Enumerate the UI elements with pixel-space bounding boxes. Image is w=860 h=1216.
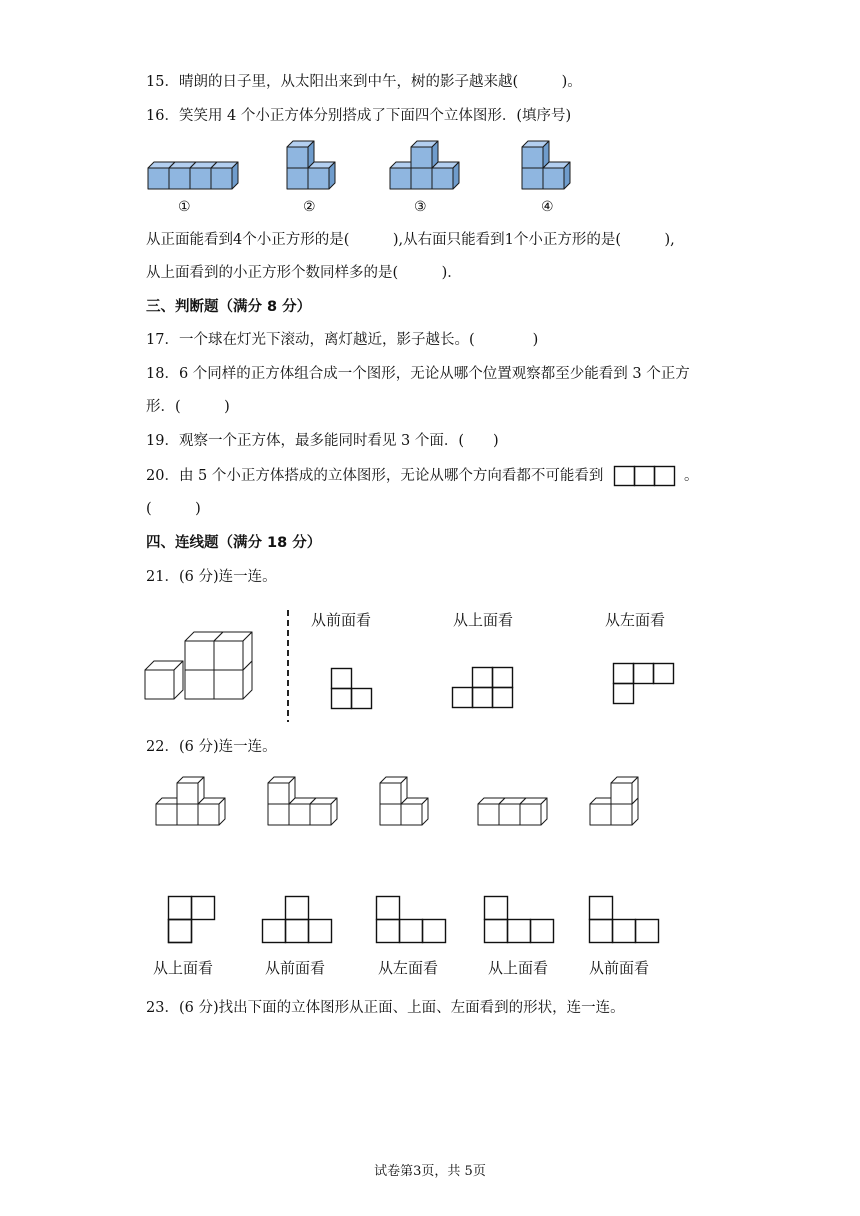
view-square xyxy=(169,920,192,943)
cube xyxy=(308,162,335,189)
q22-view-label-4: 从上面看 xyxy=(488,959,549,977)
view-square xyxy=(473,688,493,708)
view-square xyxy=(263,920,286,943)
view-square xyxy=(423,920,446,943)
question-15: 15．晴朗的日子里，从太阳出来到中午，树的影子越来越( )。 xyxy=(146,74,582,90)
q22-view-label-5: 从前面看 xyxy=(589,959,650,977)
view-square xyxy=(169,920,192,943)
q21-solid-figure xyxy=(140,612,260,707)
q21-view-label-front: 从前面看 xyxy=(311,611,372,629)
question-20-line-2: ( ) xyxy=(146,501,201,517)
q22-solid-figure-4 xyxy=(472,786,562,830)
q22-view-shape-1 xyxy=(168,896,218,946)
view-square xyxy=(590,920,613,943)
q21-view-label-top: 从上面看 xyxy=(453,611,514,629)
q22-view-label-1: 从上面看 xyxy=(153,959,214,977)
view-square xyxy=(169,897,192,920)
view-square xyxy=(352,689,372,709)
q22-solid-figure-1 xyxy=(150,770,240,830)
q21-view-shape-2 xyxy=(452,667,516,711)
q22-view-label-2: 从前面看 xyxy=(265,959,326,977)
cube xyxy=(411,141,438,168)
view-square xyxy=(473,668,493,688)
view-square xyxy=(613,920,636,943)
view-square xyxy=(590,897,613,920)
three-squares-row xyxy=(614,466,676,486)
cube xyxy=(432,162,459,189)
view-square xyxy=(332,669,352,689)
q22-view-shape-4 xyxy=(484,896,558,946)
view-square xyxy=(493,668,513,688)
question-18-line-2: 形．( ) xyxy=(146,399,230,415)
cube xyxy=(177,777,204,804)
view-square xyxy=(377,897,400,920)
question-20-period: 。 xyxy=(684,468,699,484)
view-square xyxy=(614,664,634,684)
cube xyxy=(145,661,183,699)
q21-view-label-left: 从左面看 xyxy=(605,611,666,629)
view-square xyxy=(614,684,634,704)
cube xyxy=(401,798,428,825)
cube xyxy=(543,162,570,189)
view-square xyxy=(636,920,659,943)
q21-view-shape-3 xyxy=(613,663,677,707)
view-square xyxy=(654,664,674,684)
figure-label-4: ④ xyxy=(541,199,554,215)
view-square xyxy=(493,688,513,708)
view-square xyxy=(192,897,215,920)
figure-label-3: ③ xyxy=(414,199,427,215)
view-square xyxy=(377,920,400,943)
q22-solid-figure-2 xyxy=(262,770,352,830)
cube xyxy=(380,777,407,804)
question-21: 21．(6 分)连一连。 xyxy=(146,569,277,585)
question-19: 19．观察一个正方体，最多能同时看见 3 个面．( ) xyxy=(146,433,499,449)
dashed-divider xyxy=(286,610,290,722)
cube xyxy=(522,141,549,168)
cube xyxy=(211,162,238,189)
question-16-line-1: 从正面能看到4个小正方形的是( ),从右面只能看到1个小正方形的是( ), xyxy=(146,232,675,248)
view-square xyxy=(309,920,332,943)
figure-label-1: ① xyxy=(178,199,191,215)
figure-label-2: ② xyxy=(303,199,316,215)
cube xyxy=(287,141,314,168)
question-20-line-1: 20．由 5 个小正方体搭成的立体图形，无论从哪个方向看都不可能看到 xyxy=(146,468,604,484)
view-square xyxy=(531,920,554,943)
view-square xyxy=(286,897,309,920)
view-square xyxy=(286,920,309,943)
cube xyxy=(611,777,638,804)
view-square xyxy=(485,920,508,943)
cube xyxy=(310,798,337,825)
view-square xyxy=(400,920,423,943)
q22-solid-figure-3 xyxy=(374,764,444,830)
q22-view-shape-5 xyxy=(589,896,663,946)
q21-view-shape-1 xyxy=(331,668,375,712)
cube xyxy=(520,798,547,825)
view-square xyxy=(332,689,352,709)
q22-solid-figure-5 xyxy=(584,764,654,830)
question-18-line-1: 18．6 个同样的正方体组合成一个图形，无论从哪个位置观察都至少能看到 3 个正方 xyxy=(146,366,690,382)
q22-view-shape-2 xyxy=(262,896,336,946)
section-4-heading: 四、连线题（满分 18 分） xyxy=(146,535,322,551)
view-square xyxy=(634,664,654,684)
question-16-line-2: 从上面看到的小正方形个数同样多的是( )． xyxy=(146,265,462,281)
q22-view-label-3: 从左面看 xyxy=(378,959,439,977)
view-square xyxy=(485,897,508,920)
q16-figures xyxy=(140,140,600,215)
question-17: 17．一个球在灯光下滚动，离灯越近，影子越长。( ) xyxy=(146,332,539,348)
question-23: 23．(6 分)找出下面的立体图形从正面、上面、左面看到的形状，连一连。 xyxy=(146,1000,625,1016)
cube xyxy=(268,777,295,804)
view-square xyxy=(508,920,531,943)
q22-view-shape-3 xyxy=(376,896,450,946)
question-22: 22．(6 分)连一连。 xyxy=(146,739,277,755)
cube xyxy=(198,798,225,825)
section-3-heading: 三、判断题（满分 8 分） xyxy=(146,299,312,315)
question-16: 16．笑笑用 4 个小正方体分别搭成了下面四个立体图形．(填序号) xyxy=(146,108,572,124)
view-square xyxy=(453,688,473,708)
cube xyxy=(214,632,252,670)
page-footer: 试卷第3页，共 5页 xyxy=(374,1164,486,1179)
